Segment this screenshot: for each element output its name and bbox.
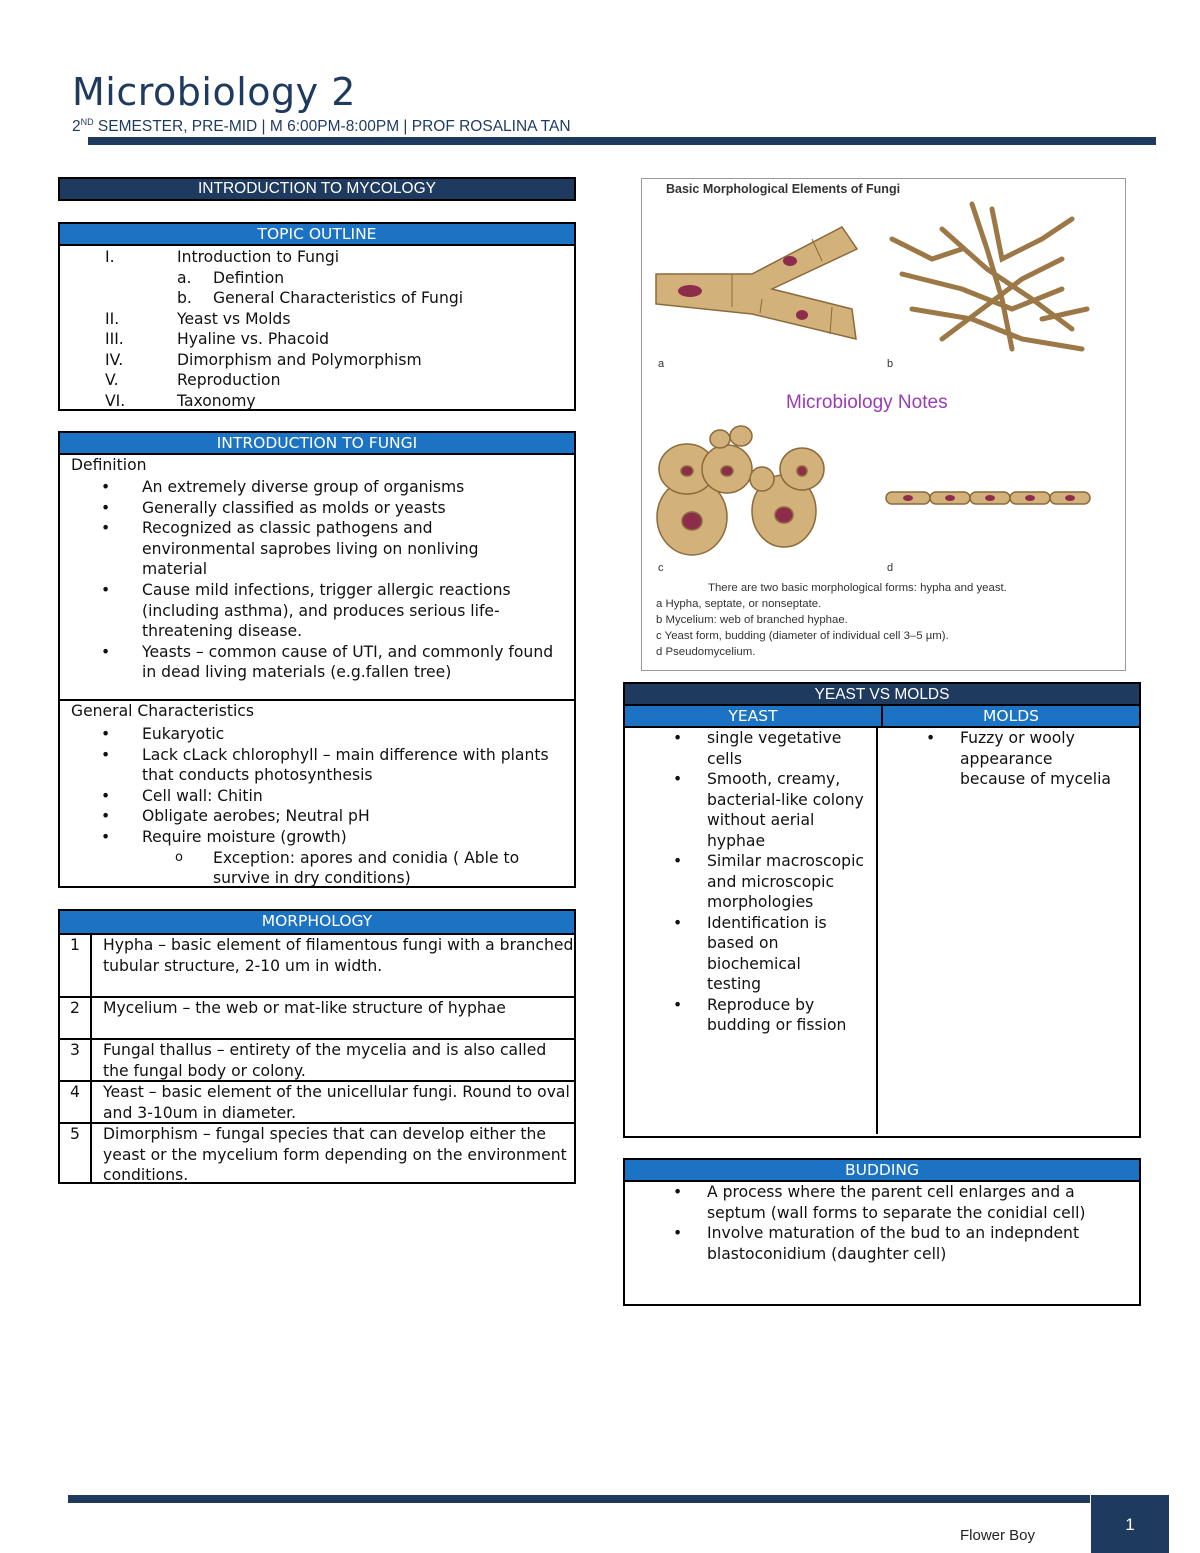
molds-item: • Fuzzy or wooly appearance because of mycelia — [878, 728, 1119, 790]
yeast-column-heading: YEAST — [625, 706, 881, 728]
definition-item: • An extremely diverse group of organisms — [60, 477, 574, 498]
yeast-item: • Identification is based on biochemical testing — [625, 913, 866, 995]
label-c: c — [658, 562, 664, 574]
general-list — [60, 724, 574, 889]
outline-item — [60, 247, 574, 268]
morphology-num: 5 — [60, 1124, 92, 1184]
fungi-heading: INTRODUCTION TO FUNGI — [60, 433, 574, 455]
label-d: d — [887, 562, 894, 574]
general-item: • Obligate aerobes; Neutral pH — [60, 806, 574, 827]
morphology-row — [60, 996, 574, 1038]
yeast-item: • Reproduce by budding or fission — [625, 995, 866, 1036]
page-subtitle — [72, 117, 571, 136]
footer-rule — [68, 1495, 1090, 1503]
outline-text: Dimorphism and Polymorphism — [177, 350, 422, 369]
morphology-num: 4 — [60, 1082, 92, 1122]
morphology-row — [60, 1122, 574, 1184]
definition-item: • Cause mild infections, trigger allergic reactions (including asthma), and produces serious life-threatening disease. — [60, 580, 574, 642]
morphology-row — [60, 933, 574, 996]
outline-item — [60, 288, 574, 309]
figure-illustration — [642, 179, 1125, 579]
fungi-figure — [641, 178, 1126, 671]
label-b: b — [887, 358, 894, 370]
morphology-text: Mycelium – the web or mat-like structure of hyphae — [103, 999, 506, 1017]
outline-text: Introduction to Fungi — [177, 248, 340, 266]
outline-text: Hyaline vs. Phacoid — [177, 330, 330, 348]
morphology-box — [58, 909, 576, 1184]
definition-item: • Recognized as classic pathogens and environmental saprobes living on nonliving material — [60, 518, 574, 580]
definition-list — [60, 477, 574, 683]
figure-legend-c: c Yeast form, budding (diameter of individual cell 3–5 µm). — [656, 630, 949, 642]
morphology-num: 2 — [60, 998, 92, 1038]
topic-outline-box — [58, 222, 576, 411]
yeast-item: • Smooth, creamy, bacterial-like colony without aerial hyphae — [625, 769, 866, 851]
outline-list — [60, 246, 574, 411]
outline-text: Defintion — [213, 268, 285, 287]
budding-item: • Involve maturation of the bud to an indepndent blastoconidium (daughter cell) — [625, 1223, 1139, 1264]
yeast-item: • Similar macroscopic and microscopic morphologies — [625, 851, 866, 913]
budding-heading: BUDDING — [625, 1160, 1139, 1182]
fungi-box — [58, 431, 576, 888]
outline-item — [60, 329, 574, 350]
pseudomycelium-drawing — [886, 492, 1090, 504]
page-number: 1 — [1091, 1495, 1169, 1553]
yeast-column — [625, 728, 876, 1134]
general-item: • Require moisture (growth) — [60, 827, 574, 848]
outline-num: I. — [105, 248, 115, 266]
outline-num: VI. — [105, 391, 126, 410]
subtitle-number: 2 — [72, 118, 81, 135]
general-item: • Eukaryotic — [60, 724, 574, 745]
general-section — [60, 701, 574, 722]
figure-legend-a: a Hypha, septate, or nonseptate. — [656, 598, 822, 610]
outline-text: Taxonomy — [177, 391, 256, 410]
outline-num: III. — [105, 330, 124, 348]
definition-item: • Generally classified as molds or yeasts — [60, 498, 574, 519]
morphology-text: Hypha – basic element of filamentous fungi with a branched tubular structure, 2-10 um in width. — [103, 936, 574, 975]
header-rule — [88, 137, 1156, 145]
morphology-text: Yeast – basic element of the unicellular fungi. Round to oval and 3-10um in diameter. — [103, 1083, 570, 1122]
topic-outline-heading: TOPIC OUTLINE — [60, 224, 574, 246]
outline-item — [60, 309, 574, 330]
outline-item — [60, 391, 574, 412]
yeast-vs-molds-box — [623, 682, 1141, 1138]
outline-item — [60, 370, 574, 391]
yeast-drawing — [657, 426, 824, 555]
outline-text: Reproduction — [177, 371, 281, 389]
definition-label: Definition — [71, 456, 147, 474]
outline-item — [60, 350, 574, 371]
footer-author: Flower Boy — [960, 1527, 1036, 1544]
yeast-item: • single vegetative cells — [625, 728, 866, 769]
subtitle-superscript: ND — [80, 117, 94, 127]
molds-column-heading: MOLDS — [881, 706, 1139, 728]
figure-watermark: Microbiology Notes — [786, 392, 948, 413]
morphology-heading: MORPHOLOGY — [60, 911, 574, 933]
figure-title: Basic Morphological Elements of Fungi — [662, 182, 904, 196]
general-item: • Lack cLack chlorophyll – main difference with plants that conducts photosynthesis — [60, 745, 574, 786]
yeast-vs-molds-heading: YEAST VS MOLDS — [625, 684, 1139, 706]
mycelium-drawing — [892, 204, 1087, 349]
morphology-text: Fungal thallus – entirety of the mycelia and is also called the fungal body or colony. — [103, 1041, 547, 1080]
general-item: • Cell wall: Chitin — [60, 786, 574, 807]
outline-text: General Characteristics of Fungi — [213, 289, 464, 307]
figure-legend-b: b Mycelium: web of branched hyphae. — [656, 614, 848, 626]
morphology-num: 3 — [60, 1040, 92, 1080]
outline-num: V. — [105, 371, 119, 389]
general-label: General Characteristics — [71, 702, 254, 720]
molds-column — [876, 728, 1139, 1134]
yvm-header-row — [625, 706, 1139, 728]
morphology-num: 1 — [60, 935, 92, 996]
outline-num: a. — [177, 268, 192, 287]
label-a: a — [658, 358, 665, 370]
budding-box — [623, 1158, 1141, 1306]
budding-item: • A process where the parent cell enlarges and a septum (wall forms to separate the conidial cell) — [625, 1182, 1139, 1223]
morphology-text: Dimorphism – fungal species that can develop either the yeast or the mycelium form depending on the environment conditions. — [103, 1125, 567, 1185]
yvm-body-row — [625, 728, 1139, 1134]
outline-num: IV. — [105, 350, 124, 369]
page-title: Microbiology 2 — [72, 70, 356, 114]
morphology-row — [60, 1080, 574, 1122]
mycology-bar: INTRODUCTION TO MYCOLOGY — [58, 177, 576, 201]
definition-item: • Yeasts – common cause of UTI, and commonly found in dead living materials (e.g.fallen tree) — [60, 642, 574, 683]
figure-caption: There are two basic morphological forms: hypha and yeast. — [708, 582, 1007, 594]
outline-text: Yeast vs Molds — [177, 309, 291, 328]
morphology-row — [60, 1038, 574, 1080]
exception-item: o Exception: apores and conidia ( Able to survive in dry conditions) — [60, 848, 574, 889]
hypha-drawing — [656, 227, 857, 339]
outline-num: II. — [105, 309, 120, 328]
subtitle-text: SEMESTER, PRE-MID | M 6:00PM-8:00PM | PROF ROSALINA TAN — [93, 118, 571, 135]
outline-num: b. — [177, 289, 192, 307]
outline-item — [60, 268, 574, 289]
figure-legend-d: d Pseudomycelium. — [656, 646, 756, 658]
